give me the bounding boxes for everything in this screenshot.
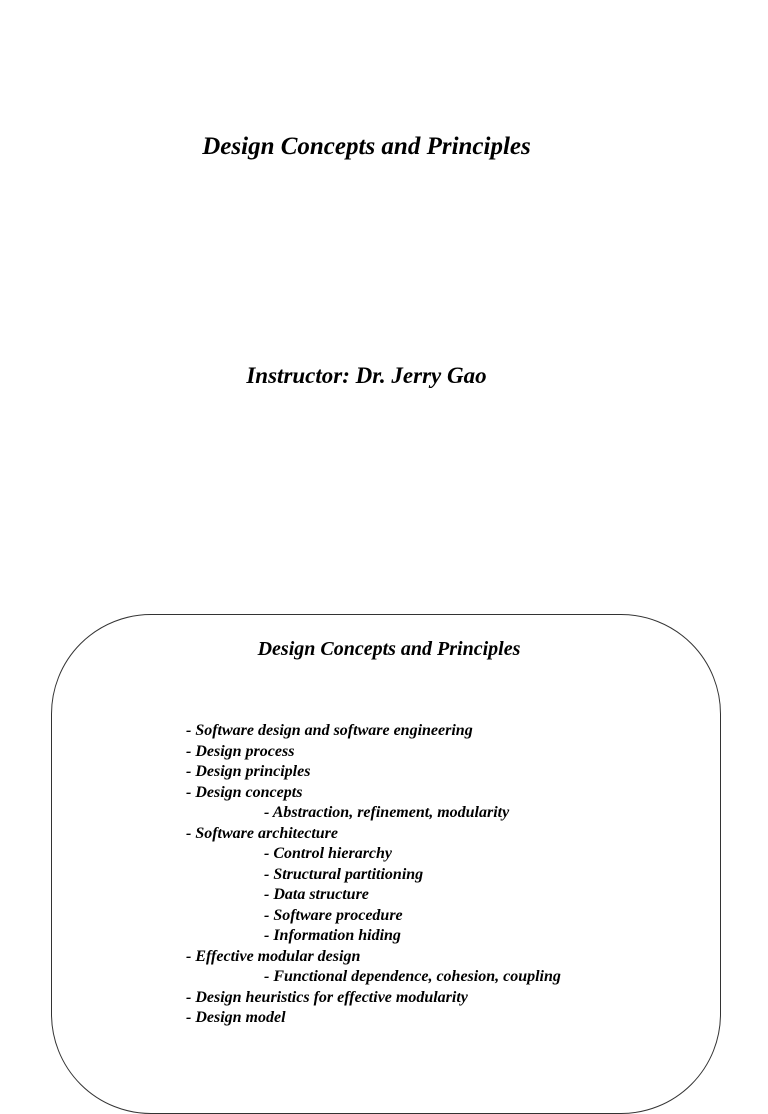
- page-title: Design Concepts and Principles: [202, 133, 531, 160]
- topic-subitem: - Software procedure: [264, 906, 403, 924]
- topic-item: - Software architecture: [186, 824, 338, 842]
- topic-item: - Design principles: [186, 763, 311, 780]
- topic-subitem: - Data structure: [264, 886, 369, 903]
- topic-subitem: - Functional dependence, cohesion, coupling: [264, 968, 561, 985]
- instructor-name: Instructor: Dr. Jerry Gao: [246, 363, 487, 388]
- topic-item: - Design concepts: [186, 783, 303, 801]
- topic-subitem: - Control hierarchy: [264, 845, 393, 862]
- topic-subitem: - Information hiding: [264, 927, 401, 944]
- topic-item: - Design process: [186, 742, 295, 760]
- topic-item: - Effective modular design: [186, 947, 361, 965]
- topic-item: - Design model: [186, 1009, 286, 1026]
- slide-title: Design Concepts and Principles: [257, 638, 521, 660]
- topic-subitem: - Abstraction, refinement, modularity: [264, 804, 510, 821]
- topic-item: - Software design and software engineering: [186, 722, 473, 739]
- topic-item: - Design heuristics for effective modularity: [186, 988, 468, 1006]
- topic-list: [186, 721, 561, 1029]
- topic-subitem: - Structural partitioning: [264, 865, 424, 883]
